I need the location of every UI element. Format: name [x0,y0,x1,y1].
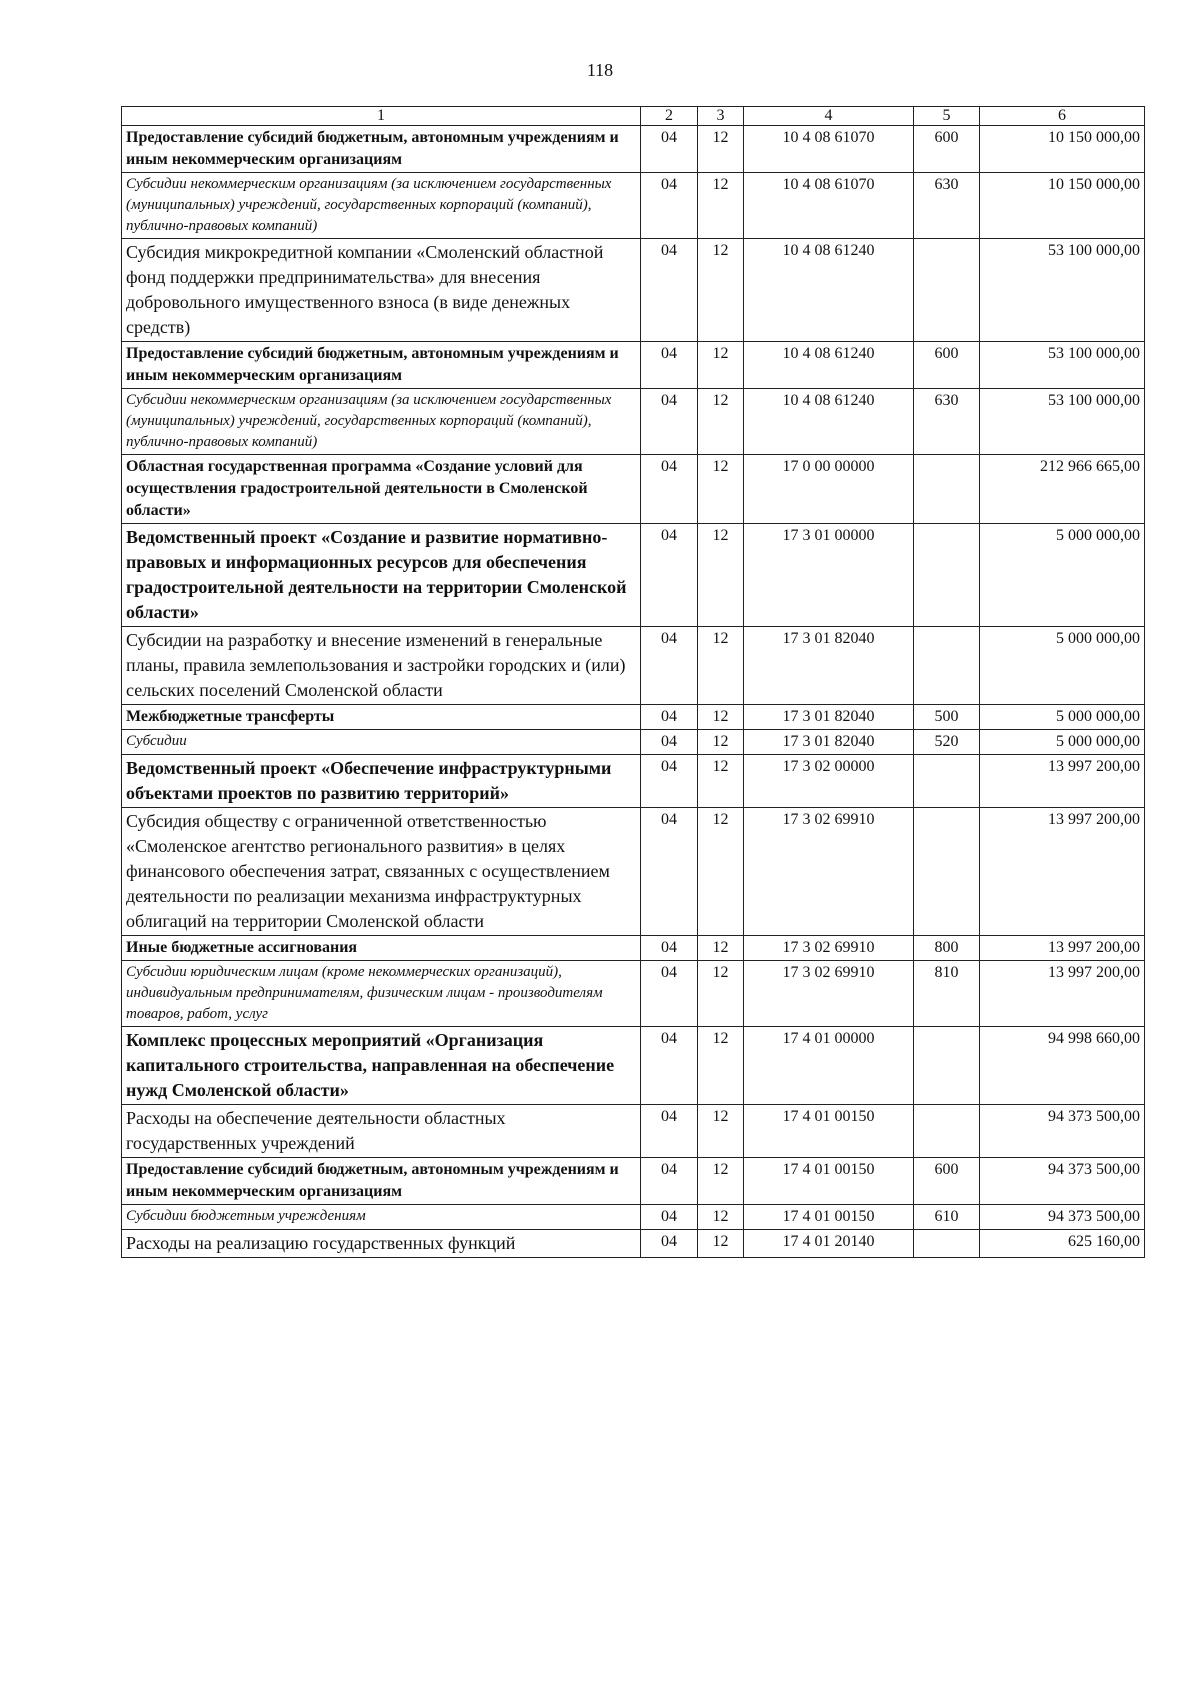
row-section-cell: 04 [641,1205,698,1230]
row-target-code-cell: 17 3 02 69910 [744,961,914,1027]
row-name-text: Областная государственная программа «Создание условий для осуществления градостроительной деятельности в Смоленской области» [126,458,588,519]
header-cell: 1 [122,107,641,126]
row-expense-type-cell: 520 [914,730,980,755]
row-name-cell [122,239,641,342]
row-section-cell: 04 [641,126,698,173]
row-expense-type-cell [914,808,980,936]
row-name-cell [122,936,641,961]
row-section-cell: 04 [641,705,698,730]
row-amount-cell: 5 000 000,00 [980,524,1145,627]
row-target-code-cell: 10 4 08 61070 [744,173,914,239]
row-expense-type-cell: 630 [914,389,980,455]
page-number: 118 [586,60,614,80]
row-name-text: Субсидии некоммерческим организациям (за исключением государственных (муниципальных) учреждений, государственных корпораций (компаний), публично-правовых компаний) [126,176,612,234]
row-name-text: Субсидия обществу с ограниченной ответственностью «Смоленское агентство регионального развития» в целях финансового обеспечения затрат, связанных с осуществлением деятельности по реализации механизма инфраструктурных облигаций на территории Смоленской области [126,811,610,931]
row-target-code-cell: 10 4 08 61240 [744,342,914,389]
row-section-cell: 04 [641,755,698,808]
row-name-cell [122,1205,641,1230]
row-section-cell: 04 [641,389,698,455]
row-expense-type-cell [914,524,980,627]
table-row [122,730,1145,755]
row-target-code-cell: 17 3 01 82040 [744,705,914,730]
row-target-code-cell: 17 3 02 69910 [744,808,914,936]
row-expense-type-cell: 800 [914,936,980,961]
row-subsection-cell: 12 [698,173,744,239]
row-target-code-cell: 17 3 02 69910 [744,936,914,961]
row-name-cell [122,730,641,755]
row-name-cell [122,808,641,936]
table-row [122,1205,1145,1230]
row-name-text: Иные бюджетные ассигнования [126,939,358,956]
row-amount-cell: 212 966 665,00 [980,455,1145,524]
row-subsection-cell: 12 [698,1105,744,1158]
row-name-cell [122,173,641,239]
row-name-cell [122,342,641,389]
row-name-text: Субсидии некоммерческим организациям (за исключением государственных (муниципальных) учреждений, государственных корпораций (компаний), публично-правовых компаний) [126,392,612,450]
row-target-code-cell: 10 4 08 61240 [744,389,914,455]
header-cell: 6 [980,107,1145,126]
row-target-code-cell: 17 4 01 00150 [744,1205,914,1230]
budget-table-body [122,107,1145,1258]
row-subsection-cell: 12 [698,627,744,705]
row-target-code-cell: 17 3 01 82040 [744,730,914,755]
row-name-cell [122,1158,641,1205]
row-subsection-cell: 12 [698,755,744,808]
row-name-text: Субсидии на разработку и внесение изменений в генеральные планы, правила землепользования и застройки городских и (или) сельских поселений Смоленской области [126,630,626,700]
row-name-cell [122,627,641,705]
row-target-code-cell: 10 4 08 61070 [744,126,914,173]
header-cell: 2 [641,107,698,126]
row-amount-cell: 94 373 500,00 [980,1105,1145,1158]
row-amount-cell: 13 997 200,00 [980,936,1145,961]
row-name-cell [122,126,641,173]
row-expense-type-cell [914,455,980,524]
row-name-cell [122,755,641,808]
row-subsection-cell: 12 [698,705,744,730]
row-section-cell: 04 [641,627,698,705]
row-amount-cell: 10 150 000,00 [980,126,1145,173]
table-header-row [122,107,1145,126]
row-expense-type-cell [914,627,980,705]
row-subsection-cell: 12 [698,1205,744,1230]
header-cell: 3 [698,107,744,126]
row-expense-type-cell: 600 [914,1158,980,1205]
row-subsection-cell: 12 [698,455,744,524]
row-name-text: Межбюджетные трансферты [126,708,335,725]
row-section-cell: 04 [641,455,698,524]
row-name-cell [122,705,641,730]
row-target-code-cell: 10 4 08 61240 [744,239,914,342]
row-subsection-cell: 12 [698,239,744,342]
row-section-cell: 04 [641,730,698,755]
table-row [122,755,1145,808]
row-expense-type-cell: 600 [914,126,980,173]
table-row [122,173,1145,239]
row-amount-cell: 53 100 000,00 [980,342,1145,389]
row-expense-type-cell [914,239,980,342]
row-section-cell: 04 [641,173,698,239]
row-subsection-cell: 12 [698,730,744,755]
row-name-cell [122,961,641,1027]
table-row [122,1158,1145,1205]
row-expense-type-cell [914,1230,980,1258]
row-section-cell: 04 [641,1158,698,1205]
row-subsection-cell: 12 [698,342,744,389]
table-row [122,705,1145,730]
table-row [122,808,1145,936]
row-amount-cell: 13 997 200,00 [980,961,1145,1027]
row-name-text: Ведомственный проект «Обеспечение инфраструктурными объектами проектов по развитию территорий» [126,758,612,803]
row-subsection-cell: 12 [698,524,744,627]
row-section-cell: 04 [641,524,698,627]
row-subsection-cell: 12 [698,1230,744,1258]
row-name-cell [122,389,641,455]
row-subsection-cell: 12 [698,961,744,1027]
row-expense-type-cell [914,1105,980,1158]
row-amount-cell: 5 000 000,00 [980,627,1145,705]
table-row [122,455,1145,524]
row-subsection-cell: 12 [698,1158,744,1205]
header-cell: 5 [914,107,980,126]
row-name-text: Предоставление субсидий бюджетным, автономным учреждениям и иным некоммерческим организациям [126,1161,619,1200]
row-amount-cell: 5 000 000,00 [980,705,1145,730]
row-expense-type-cell [914,755,980,808]
row-section-cell: 04 [641,1230,698,1258]
row-amount-cell: 13 997 200,00 [980,755,1145,808]
row-expense-type-cell: 600 [914,342,980,389]
row-target-code-cell: 17 0 00 00000 [744,455,914,524]
row-amount-cell: 625 160,00 [980,1230,1145,1258]
row-section-cell: 04 [641,1105,698,1158]
row-name-cell [122,455,641,524]
row-expense-type-cell [914,1027,980,1105]
row-amount-cell: 94 998 660,00 [980,1027,1145,1105]
table-row [122,1105,1145,1158]
row-subsection-cell: 12 [698,389,744,455]
table-row [122,389,1145,455]
table-row [122,524,1145,627]
row-amount-cell: 5 000 000,00 [980,730,1145,755]
table-row [122,239,1145,342]
row-name-cell [122,1027,641,1105]
row-target-code-cell: 17 3 01 00000 [744,524,914,627]
row-name-text: Расходы на реализацию государственных функций [126,1233,516,1253]
table-row [122,961,1145,1027]
row-amount-cell: 94 373 500,00 [980,1158,1145,1205]
row-section-cell: 04 [641,342,698,389]
row-amount-cell: 13 997 200,00 [980,808,1145,936]
row-name-text: Субсидии юридическим лицам (кроме некоммерческих организаций), индивидуальным предпринимателям, физическим лицам - производителям товаров, работ, услуг [126,964,603,1022]
row-name-text: Предоставление субсидий бюджетным, автономным учреждениям и иным некоммерческим организациям [126,129,619,168]
row-name-text: Расходы на обеспечение деятельности областных государственных учреждений [126,1108,506,1153]
budget-table [121,106,1145,1258]
row-name-text: Ведомственный проект «Создание и развитие нормативно-правовых и информационных ресурсов для обеспечения градостроительной деятельности на территории Смоленской области» [126,527,627,622]
row-section-cell: 04 [641,239,698,342]
row-section-cell: 04 [641,808,698,936]
row-name-cell [122,1105,641,1158]
table-row [122,126,1145,173]
table-row [122,1230,1145,1258]
table-row [122,936,1145,961]
row-expense-type-cell: 500 [914,705,980,730]
row-name-text: Субсидии бюджетным учреждениям [126,1208,366,1224]
row-name-text: Предоставление субсидий бюджетным, автономным учреждениям и иным некоммерческим организациям [126,345,619,384]
row-name-cell [122,1230,641,1258]
row-expense-type-cell: 810 [914,961,980,1027]
header-cell: 4 [744,107,914,126]
table-row [122,1027,1145,1105]
table-row [122,627,1145,705]
row-target-code-cell: 17 3 01 82040 [744,627,914,705]
row-subsection-cell: 12 [698,126,744,173]
row-section-cell: 04 [641,961,698,1027]
row-name-text: Субсидии [126,733,187,749]
row-amount-cell: 10 150 000,00 [980,173,1145,239]
row-target-code-cell: 17 4 01 20140 [744,1230,914,1258]
row-subsection-cell: 12 [698,1027,744,1105]
row-target-code-cell: 17 4 01 00150 [744,1158,914,1205]
row-subsection-cell: 12 [698,936,744,961]
row-expense-type-cell: 630 [914,173,980,239]
row-section-cell: 04 [641,936,698,961]
row-expense-type-cell: 610 [914,1205,980,1230]
row-amount-cell: 94 373 500,00 [980,1205,1145,1230]
row-section-cell: 04 [641,1027,698,1105]
row-name-text: Субсидия микрокредитной компании «Смоленский областной фонд поддержки предпринимательства» для внесения добровольного имущественного взноса (в виде денежных средств) [126,242,604,337]
row-target-code-cell: 17 3 02 00000 [744,755,914,808]
row-subsection-cell: 12 [698,808,744,936]
row-amount-cell: 53 100 000,00 [980,239,1145,342]
row-target-code-cell: 17 4 01 00150 [744,1105,914,1158]
table-row [122,342,1145,389]
row-amount-cell: 53 100 000,00 [980,389,1145,455]
row-name-cell [122,524,641,627]
row-name-text: Комплекс процессных мероприятий «Организация капитального строительства, направленная на обеспечение нужд Смоленской области» [126,1030,615,1100]
row-target-code-cell: 17 4 01 00000 [744,1027,914,1105]
